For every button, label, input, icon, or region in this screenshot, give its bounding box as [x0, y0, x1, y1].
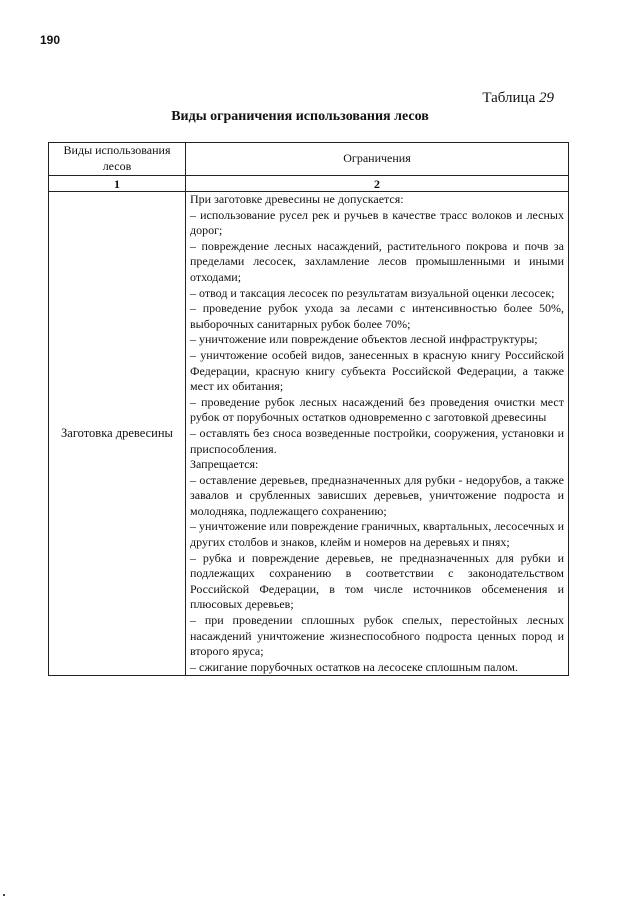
- page-title: Виды ограничения использования лесов: [171, 109, 429, 124]
- restriction-line: – оставлять без сноса возведенные постройки, сооружения, установки и приспособления.: [190, 425, 564, 456]
- restrictions-table: [48, 142, 569, 676]
- table-label: [482, 90, 554, 107]
- restriction-line: – уничтожение или повреждение граничных, квартальных, лесосечных и других столбов и знаков, клейм и номеров на деревьях и пнях;: [190, 519, 564, 550]
- column-number-2: 2: [186, 176, 569, 192]
- table-row: [49, 192, 569, 676]
- restriction-line: Запрещается:: [190, 457, 259, 472]
- restriction-line: – отвод и таксация лесосек по результатам визуальной оценки лесосек;: [190, 285, 555, 300]
- restriction-line: – уничтожение или повреждение объектов лесной инфраструктуры;: [190, 332, 538, 347]
- restriction-line: – повреждение лесных насаждений, растительного покрова и почв за пределами лесосек, захламление лесов промышленными и иными отходами;: [190, 238, 564, 284]
- restriction-line: – сжигание порубочных остатков на лесосеке сплошным палом.: [190, 659, 518, 674]
- restriction-line: – уничтожение особей видов, занесенных в красную книгу Российской Федерации, красную книгу субъекта Российской Федерации, а также мест их обитания;: [190, 347, 564, 394]
- table-label-prefix: Таблица: [482, 90, 536, 106]
- page-number: 190: [40, 33, 61, 47]
- header-restrictions: Ограничения: [186, 143, 569, 176]
- restrictions-cell: [186, 192, 569, 676]
- restriction-line: – проведение рубок ухода за лесами с интенсивностью более 50%, выборочных санитарных рубок более 70%;: [190, 301, 564, 331]
- restriction-line: – проведение рубок лесных насаждений без проведения очистки мест рубок от порубочных остатков одновременно с заготовкой древесины: [190, 394, 564, 425]
- column-number-1: 1: [49, 176, 186, 192]
- restriction-line: – использование русел рек и ручьев в качестве трасс волоков и лесных дорог;: [190, 207, 564, 238]
- scan-speck: [3, 894, 5, 896]
- restriction-line: – при проведении сплошных рубок спелых, перестойных лесных насаждений уничтожение жизнеспособного подроста ценных пород и второго яруса;: [190, 613, 564, 659]
- column-number-row: [49, 176, 569, 192]
- restriction-line: – оставление деревьев, предназначенных для рубки - недорубов, а также завалов и срубленных зависших деревьев, уничтожение подроста и молодняка, подлежащего сохранению;: [190, 472, 564, 518]
- table-header-row: [49, 143, 569, 176]
- usage-kind-cell: Заготовка древесины: [49, 192, 186, 676]
- restriction-line: – рубка и повреждение деревьев, не предназначенных для рубки и подлежащих сохранению в соответствии с законодательством Российской Федерации, в том числе источников обсеменения и плюсовых деревьев;: [190, 550, 564, 612]
- restriction-line: При заготовке древесины не допускается:: [190, 192, 404, 206]
- table-label-number: 29: [539, 90, 554, 106]
- header-usage-types: Виды использования лесов: [49, 143, 186, 176]
